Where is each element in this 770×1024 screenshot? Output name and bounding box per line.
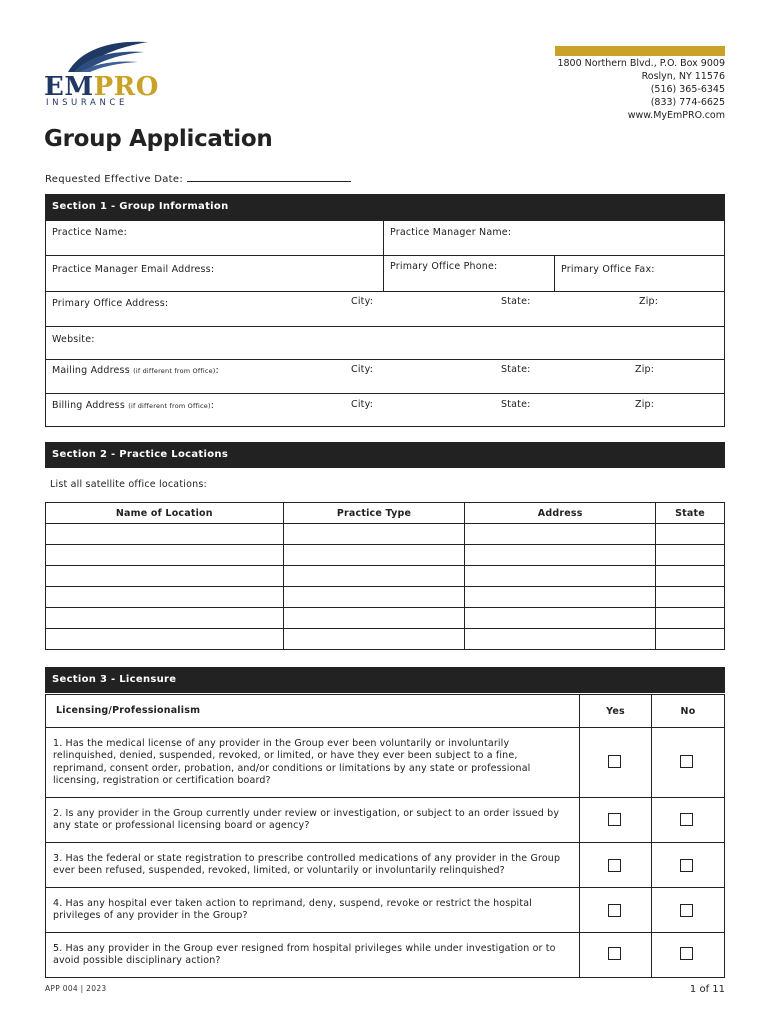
locations-instruction: List all satellite office locations: [50, 479, 207, 490]
q2-yes-checkbox[interactable] [608, 813, 621, 826]
q5-yes-checkbox[interactable] [608, 947, 621, 960]
q4-no-checkbox[interactable] [680, 904, 693, 917]
mailing-zip-label: Zip: [635, 364, 655, 375]
mailing-address-label: Mailing Address (if different from Office): [52, 365, 219, 376]
q3-yes-checkbox[interactable] [608, 859, 621, 872]
q5-yes-cell [579, 932, 652, 978]
q4-yes-checkbox[interactable] [608, 904, 621, 917]
practice-manager-name-label: Practice Manager Name: [390, 227, 512, 238]
cell-state[interactable] [656, 608, 725, 629]
cell-location[interactable] [46, 629, 284, 650]
q3-yes-cell [579, 842, 652, 888]
table-row [46, 524, 725, 545]
practice-name-field[interactable] [45, 220, 384, 256]
yes-column-label: Yes [606, 706, 625, 717]
logo-wordmark: EMPRO [44, 72, 159, 102]
q5-no-cell [651, 932, 725, 978]
no-column-label: No [680, 706, 696, 717]
website-field[interactable] [45, 326, 725, 360]
table-row [46, 629, 725, 650]
primary-city-label: City: [351, 296, 374, 307]
q1-no-cell [651, 727, 725, 798]
gold-accent-bar [555, 46, 725, 56]
q2-no-cell [651, 797, 725, 843]
cell-address[interactable] [465, 566, 656, 587]
locations-table [45, 502, 725, 650]
cell-address[interactable] [465, 608, 656, 629]
cell-type[interactable] [283, 566, 465, 587]
question-2: 2. Is any provider in the Group currently under review or investigation, or subject to an order issued by any state or professional licensing board or agency? [45, 797, 580, 843]
cell-location[interactable] [46, 545, 284, 566]
table-row [46, 545, 725, 566]
contact-city: Roslyn, NY 11576 [641, 71, 725, 82]
cell-address[interactable] [465, 545, 656, 566]
mailing-address-row[interactable] [45, 359, 725, 394]
cell-state[interactable] [656, 545, 725, 566]
contact-phone-alt: (833) 774-6625 [650, 97, 725, 108]
empro-logo [44, 38, 159, 110]
manager-email-field[interactable] [45, 255, 384, 292]
billing-state-label: State: [501, 399, 531, 410]
section3-header: Section 3 - Licensure [45, 667, 725, 693]
primary-address-row[interactable] [45, 291, 725, 327]
contact-phone: (516) 365-6345 [650, 84, 725, 95]
cell-address[interactable] [465, 629, 656, 650]
q4-yes-cell [579, 887, 652, 933]
practice-manager-name-field[interactable] [383, 220, 725, 256]
q2-no-checkbox[interactable] [680, 813, 693, 826]
question-1: 1. Has the medical license of any provider in the Group ever been voluntarily or involuntarily relinquished, denied, suspended, revoked, or limited, or have they ever been subject to a fine, reprimand, consent order, probation, and/or conditions or limitations by any state or professional licensing, registration or certification board? [45, 727, 580, 798]
cell-type[interactable] [283, 524, 465, 545]
cell-address[interactable] [465, 587, 656, 608]
primary-address-label: Primary Office Address: [52, 298, 169, 309]
requested-effective-date-field[interactable] [187, 172, 351, 182]
question-4: 4. Has any hospital ever taken action to reprimand, deny, suspend, revoke or restrict the hospital privileges of any provider in the Group? [45, 887, 580, 933]
logo-subtitle: INSURANCE [46, 98, 128, 108]
mailing-state-label: State: [501, 364, 531, 375]
col-name-of-location: Name of Location [46, 503, 284, 524]
col-practice-type: Practice Type [283, 503, 465, 524]
q2-yes-cell [579, 797, 652, 843]
licensing-column-label: Licensing/Professionalism [56, 705, 201, 716]
primary-phone-field[interactable] [383, 255, 555, 292]
table-row [46, 587, 725, 608]
cell-type[interactable] [283, 545, 465, 566]
q3-no-cell [651, 842, 725, 888]
billing-city-label: City: [351, 399, 374, 410]
q4-no-cell [651, 887, 725, 933]
cell-state[interactable] [656, 629, 725, 650]
requested-effective-date-label: Requested Effective Date: [45, 174, 184, 185]
primary-state-label: State: [501, 296, 531, 307]
requested-effective-date[interactable] [45, 172, 351, 185]
cell-state[interactable] [656, 566, 725, 587]
contact-street: 1800 Northern Blvd., P.O. Box 9009 [557, 58, 725, 69]
licensing-column-header [45, 694, 580, 728]
section2-header: Section 2 - Practice Locations [45, 442, 725, 468]
billing-address-row[interactable] [45, 393, 725, 427]
col-address: Address [465, 503, 656, 524]
primary-fax-field[interactable] [554, 255, 725, 292]
question-3: 3. Has the federal or state registration to prescribe controlled medications of any provider in the Group ever been refused, suspended, revoked, limited, or voluntarily or involuntarily relinquished? [45, 842, 580, 888]
cell-location[interactable] [46, 566, 284, 587]
contact-website: www.MyEmPRO.com [627, 110, 725, 121]
q1-no-checkbox[interactable] [680, 755, 693, 768]
question-5: 5. Has any provider in the Group ever resigned from hospital privileges while under investigation or to avoid possible disciplinary action? [45, 932, 580, 978]
primary-fax-label: Primary Office Fax: [561, 264, 655, 275]
cell-type[interactable] [283, 587, 465, 608]
table-row [46, 566, 725, 587]
mailing-city-label: City: [351, 364, 374, 375]
yes-column-header [579, 694, 652, 728]
col-state: State [656, 503, 725, 524]
billing-zip-label: Zip: [635, 399, 655, 410]
practice-name-label: Practice Name: [52, 227, 127, 238]
q1-yes-cell [579, 727, 652, 798]
page-title: Group Application [44, 126, 273, 152]
website-label: Website: [52, 334, 95, 345]
form-id: APP 004 | 2023 [45, 984, 107, 993]
cell-location[interactable] [46, 587, 284, 608]
cell-type[interactable] [283, 629, 465, 650]
primary-phone-label: Primary Office Phone: [390, 261, 498, 272]
cell-state[interactable] [656, 524, 725, 545]
section1-header: Section 1 - Group Information [45, 194, 725, 220]
primary-zip-label: Zip: [639, 296, 659, 307]
table-row [46, 608, 725, 629]
cell-address[interactable] [465, 524, 656, 545]
wing-icon [64, 38, 150, 74]
billing-address-label: Billing Address (if different from Office): [52, 400, 215, 411]
cell-location[interactable] [46, 608, 284, 629]
cell-state[interactable] [656, 587, 725, 608]
cell-type[interactable] [283, 608, 465, 629]
cell-location[interactable] [46, 524, 284, 545]
q3-no-checkbox[interactable] [680, 859, 693, 872]
contact-block [557, 57, 725, 122]
q5-no-checkbox[interactable] [680, 947, 693, 960]
locations-table-header [46, 503, 725, 524]
q1-yes-checkbox[interactable] [608, 755, 621, 768]
page-number: 1 of 11 [689, 984, 725, 995]
no-column-header [651, 694, 725, 728]
manager-email-label: Practice Manager Email Address: [52, 264, 215, 275]
